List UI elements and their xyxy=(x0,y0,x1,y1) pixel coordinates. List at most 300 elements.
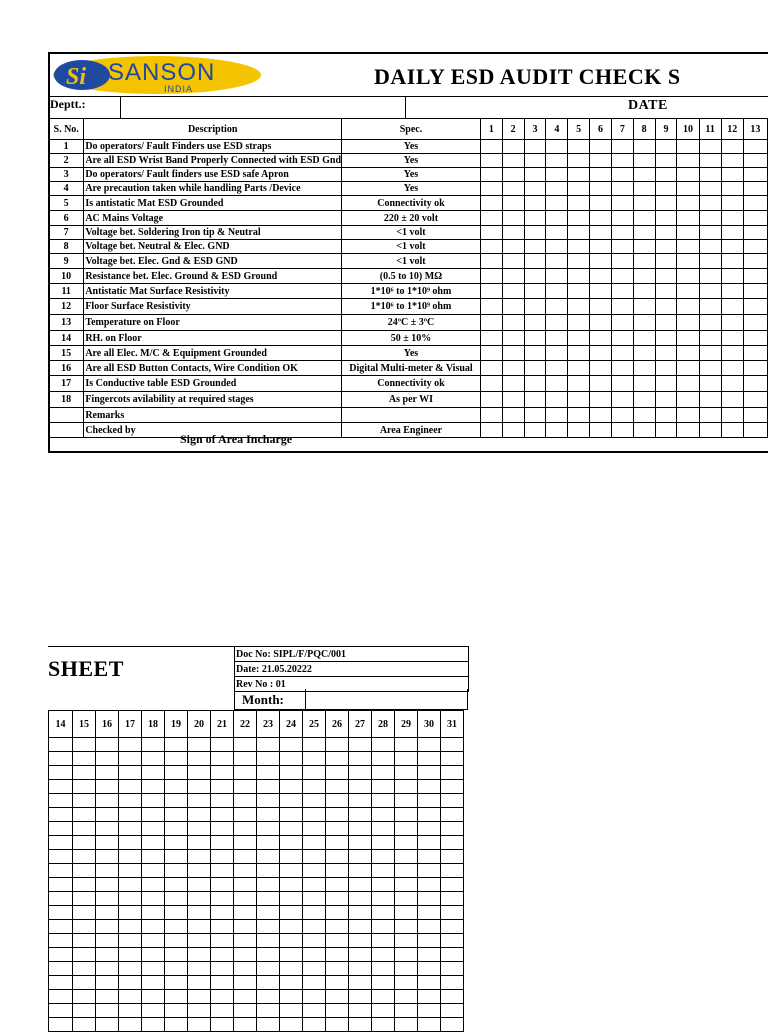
day-cell xyxy=(418,752,441,766)
day-cell xyxy=(502,254,524,269)
day-cell xyxy=(211,850,234,864)
table-row xyxy=(49,361,768,376)
day-cell xyxy=(349,906,372,920)
day-cell xyxy=(568,154,590,168)
line-under-logo xyxy=(48,96,768,97)
day-cell xyxy=(590,392,612,408)
day-header: 3 xyxy=(524,119,546,140)
row-spec: 50 ± 10% xyxy=(342,331,481,346)
day-cell xyxy=(96,1004,119,1018)
day-cell xyxy=(73,934,96,948)
row-spec: Yes xyxy=(342,154,481,168)
day-header: 10 xyxy=(677,119,699,140)
day-cell xyxy=(303,808,326,822)
day-cell xyxy=(188,962,211,976)
day-cell xyxy=(699,392,721,408)
day-header: 28 xyxy=(372,711,395,738)
row-number: 12 xyxy=(49,299,84,315)
day-cell xyxy=(349,878,372,892)
day-cell xyxy=(677,154,699,168)
day-cell xyxy=(280,850,303,864)
day-cell xyxy=(546,346,568,361)
table-row xyxy=(49,284,768,299)
day-cell xyxy=(234,920,257,934)
day-cell xyxy=(546,408,568,423)
day-cell xyxy=(502,154,524,168)
day-cell xyxy=(119,752,142,766)
day-cell xyxy=(119,738,142,752)
blank-cell xyxy=(342,408,481,423)
day-cell xyxy=(142,976,165,990)
day-cell xyxy=(590,315,612,331)
day-cell xyxy=(743,408,767,423)
day-cell xyxy=(188,836,211,850)
day-cell xyxy=(234,850,257,864)
day-cell xyxy=(96,962,119,976)
day-header: 23 xyxy=(257,711,280,738)
day-cell xyxy=(524,376,546,392)
day-cell xyxy=(280,766,303,780)
day-cell xyxy=(568,269,590,284)
day-cell xyxy=(326,990,349,1004)
day-cell xyxy=(372,976,395,990)
day-cell xyxy=(349,962,372,976)
row-description: Temperature on Floor xyxy=(84,315,342,331)
day-cell xyxy=(303,766,326,780)
day-cell xyxy=(480,408,502,423)
day-cell xyxy=(633,315,655,331)
description-header: Description xyxy=(84,119,342,140)
day-cell xyxy=(633,408,655,423)
day-cell xyxy=(655,254,677,269)
day-cell xyxy=(73,878,96,892)
table-row xyxy=(49,196,768,211)
day-cell xyxy=(142,822,165,836)
day-cell xyxy=(568,284,590,299)
day-cell xyxy=(655,211,677,226)
day-cell xyxy=(372,920,395,934)
day-cell xyxy=(165,808,188,822)
day-header: 21 xyxy=(211,711,234,738)
day-cell xyxy=(743,140,767,154)
day-cell xyxy=(524,168,546,182)
day-cell xyxy=(395,738,418,752)
day-cell xyxy=(119,920,142,934)
header-row xyxy=(49,711,464,738)
title-continuation: SHEET xyxy=(48,656,124,681)
day-cell xyxy=(211,808,234,822)
day-cell xyxy=(480,182,502,196)
day-cell xyxy=(303,948,326,962)
day-cell xyxy=(211,1018,234,1032)
row-description: Voltage bet. Neutral & Elec. GND xyxy=(84,240,342,254)
day-cell xyxy=(524,226,546,240)
day-cell xyxy=(372,892,395,906)
day-cell xyxy=(303,1004,326,1018)
day-cell xyxy=(257,836,280,850)
day-cell xyxy=(524,196,546,211)
day-cell xyxy=(257,934,280,948)
day-cell xyxy=(234,948,257,962)
day-cell xyxy=(677,299,699,315)
day-cell xyxy=(165,766,188,780)
day-cell xyxy=(633,269,655,284)
day-cell xyxy=(480,376,502,392)
line-top xyxy=(48,646,235,647)
row-number: 1 xyxy=(49,140,84,154)
table-row xyxy=(49,254,768,269)
row-number: 9 xyxy=(49,254,84,269)
day-cell xyxy=(441,1018,464,1032)
audit-table-bottom xyxy=(48,710,464,1032)
day-cell xyxy=(590,240,612,254)
row-number: 5 xyxy=(49,196,84,211)
row-description: Are precaution taken while handling Parts /Device xyxy=(84,182,342,196)
day-cell xyxy=(49,1018,73,1032)
row-spec: 24ºC ± 3ºC xyxy=(342,315,481,331)
day-cell xyxy=(590,154,612,168)
day-cell xyxy=(633,196,655,211)
day-cell xyxy=(502,408,524,423)
day-cell xyxy=(677,168,699,182)
day-cell xyxy=(96,878,119,892)
row-spec: 1*10⁶ to 1*10⁹ ohm xyxy=(342,284,481,299)
day-cell xyxy=(546,376,568,392)
day-cell xyxy=(633,361,655,376)
day-cell xyxy=(699,254,721,269)
day-cell xyxy=(280,1018,303,1032)
day-cell xyxy=(568,423,590,438)
day-cell xyxy=(211,1004,234,1018)
day-cell xyxy=(721,315,743,331)
day-cell xyxy=(280,864,303,878)
day-cell xyxy=(372,766,395,780)
day-cell xyxy=(73,780,96,794)
day-cell xyxy=(502,392,524,408)
day-cell xyxy=(699,140,721,154)
row-number: 14 xyxy=(49,331,84,346)
day-cell xyxy=(611,331,633,346)
row-spec: 220 ± 20 volt xyxy=(342,211,481,226)
day-cell xyxy=(280,808,303,822)
day-cell xyxy=(655,331,677,346)
day-cell xyxy=(699,211,721,226)
table-row xyxy=(49,752,464,766)
day-cell xyxy=(349,766,372,780)
day-cell xyxy=(326,920,349,934)
day-cell xyxy=(257,766,280,780)
day-cell xyxy=(677,240,699,254)
table-row xyxy=(49,766,464,780)
day-cell xyxy=(257,1004,280,1018)
row-description: Is antistatic Mat ESD Grounded xyxy=(84,196,342,211)
sno-header: S. No. xyxy=(49,119,84,140)
deptt-divider xyxy=(120,97,121,119)
day-cell xyxy=(165,738,188,752)
day-cell xyxy=(257,780,280,794)
day-cell xyxy=(349,1018,372,1032)
day-cell xyxy=(524,392,546,408)
day-cell xyxy=(721,154,743,168)
day-cell xyxy=(655,168,677,182)
day-cell xyxy=(211,794,234,808)
row-number: 6 xyxy=(49,211,84,226)
day-cell xyxy=(211,780,234,794)
day-cell xyxy=(590,182,612,196)
row-spec: Connectivity ok xyxy=(342,196,481,211)
day-cell xyxy=(211,906,234,920)
table-row xyxy=(49,934,464,948)
day-cell xyxy=(743,392,767,408)
day-cell xyxy=(349,934,372,948)
day-cell xyxy=(73,836,96,850)
day-cell xyxy=(303,906,326,920)
day-cell xyxy=(655,376,677,392)
remarks-row xyxy=(49,408,768,423)
day-cell xyxy=(96,794,119,808)
day-header: 4 xyxy=(546,119,568,140)
day-cell xyxy=(480,331,502,346)
day-cell xyxy=(96,920,119,934)
day-cell xyxy=(211,962,234,976)
day-cell xyxy=(743,299,767,315)
day-cell xyxy=(480,168,502,182)
row-spec: <1 volt xyxy=(342,240,481,254)
day-cell xyxy=(372,948,395,962)
table-row xyxy=(49,892,464,906)
day-cell xyxy=(165,850,188,864)
day-cell xyxy=(188,1004,211,1018)
day-cell xyxy=(280,878,303,892)
day-cell xyxy=(721,140,743,154)
day-cell xyxy=(188,990,211,1004)
day-cell xyxy=(188,780,211,794)
day-cell xyxy=(418,794,441,808)
day-cell xyxy=(234,780,257,794)
day-cell xyxy=(721,299,743,315)
day-cell xyxy=(568,196,590,211)
logo-sub: INDIA xyxy=(164,84,194,94)
day-cell xyxy=(524,154,546,168)
spec-header: Spec. xyxy=(342,119,481,140)
day-header: 8 xyxy=(633,119,655,140)
day-cell xyxy=(441,1004,464,1018)
day-cell xyxy=(590,226,612,240)
row-spec: Digital Multi-meter & Visual xyxy=(342,361,481,376)
day-cell xyxy=(743,240,767,254)
day-cell xyxy=(165,836,188,850)
day-cell xyxy=(568,168,590,182)
day-cell xyxy=(524,240,546,254)
day-cell xyxy=(49,752,73,766)
day-cell xyxy=(142,906,165,920)
day-cell xyxy=(546,423,568,438)
day-cell xyxy=(699,331,721,346)
day-cell xyxy=(280,1004,303,1018)
day-cell xyxy=(234,822,257,836)
day-cell xyxy=(502,361,524,376)
day-cell xyxy=(119,962,142,976)
day-cell xyxy=(743,315,767,331)
day-cell xyxy=(743,331,767,346)
day-cell xyxy=(611,196,633,211)
day-cell xyxy=(73,808,96,822)
row-description: Are all ESD Wrist Band Properly Connected with ESD Gnd xyxy=(85,155,342,166)
row-spec: Yes xyxy=(342,140,481,154)
day-cell xyxy=(677,361,699,376)
day-cell xyxy=(119,808,142,822)
day-cell xyxy=(142,962,165,976)
day-cell xyxy=(395,892,418,906)
table-row xyxy=(49,226,768,240)
day-cell xyxy=(349,1004,372,1018)
day-cell xyxy=(188,738,211,752)
day-cell xyxy=(372,850,395,864)
day-cell xyxy=(633,211,655,226)
day-cell xyxy=(721,211,743,226)
day-cell xyxy=(303,990,326,1004)
day-cell xyxy=(611,376,633,392)
day-cell xyxy=(303,864,326,878)
day-cell xyxy=(699,423,721,438)
day-cell xyxy=(633,240,655,254)
day-cell xyxy=(211,934,234,948)
day-cell xyxy=(326,808,349,822)
day-cell xyxy=(721,346,743,361)
day-cell xyxy=(633,299,655,315)
day-cell xyxy=(721,284,743,299)
day-cell xyxy=(677,269,699,284)
day-cell xyxy=(633,346,655,361)
day-header: 11 xyxy=(699,119,721,140)
day-cell xyxy=(165,906,188,920)
day-cell xyxy=(188,948,211,962)
day-cell xyxy=(699,154,721,168)
day-cell xyxy=(418,1004,441,1018)
day-cell xyxy=(677,423,699,438)
day-cell xyxy=(590,168,612,182)
day-cell xyxy=(441,752,464,766)
day-cell xyxy=(96,892,119,906)
day-cell xyxy=(49,892,73,906)
day-cell xyxy=(142,920,165,934)
day-cell xyxy=(280,948,303,962)
day-cell xyxy=(418,878,441,892)
day-cell xyxy=(699,346,721,361)
day-cell xyxy=(119,878,142,892)
day-cell xyxy=(303,878,326,892)
day-cell xyxy=(257,892,280,906)
header-row xyxy=(49,119,768,140)
day-cell xyxy=(188,1018,211,1032)
day-cell xyxy=(655,361,677,376)
day-cell xyxy=(280,934,303,948)
day-cell xyxy=(677,211,699,226)
day-cell xyxy=(372,878,395,892)
day-cell xyxy=(721,423,743,438)
row-description: Resistance bet. Elec. Ground & ESD Ground xyxy=(84,269,342,284)
day-cell xyxy=(142,738,165,752)
day-cell xyxy=(480,211,502,226)
day-cell xyxy=(633,423,655,438)
row-description: AC Mains Voltage xyxy=(84,211,342,226)
day-cell xyxy=(349,892,372,906)
day-cell xyxy=(96,738,119,752)
day-cell xyxy=(211,752,234,766)
day-cell xyxy=(480,154,502,168)
day-cell xyxy=(119,1018,142,1032)
day-cell xyxy=(568,331,590,346)
day-cell xyxy=(119,906,142,920)
day-cell xyxy=(211,864,234,878)
day-cell xyxy=(211,892,234,906)
day-cell xyxy=(234,976,257,990)
doc-rev: Rev No : 01 xyxy=(235,677,469,692)
day-cell xyxy=(49,1004,73,1018)
day-cell xyxy=(73,990,96,1004)
day-cell xyxy=(633,168,655,182)
day-cell xyxy=(743,196,767,211)
table-row xyxy=(49,392,768,408)
day-cell xyxy=(502,269,524,284)
day-cell xyxy=(234,808,257,822)
day-cell xyxy=(211,948,234,962)
day-cell xyxy=(73,976,96,990)
day-cell xyxy=(326,976,349,990)
day-cell xyxy=(119,836,142,850)
day-cell xyxy=(546,361,568,376)
day-cell xyxy=(611,284,633,299)
day-cell xyxy=(280,780,303,794)
day-cell xyxy=(165,822,188,836)
day-cell xyxy=(96,836,119,850)
day-header: 29 xyxy=(395,711,418,738)
doc-info-box xyxy=(234,646,469,692)
day-cell xyxy=(590,361,612,376)
day-cell xyxy=(142,892,165,906)
day-cell xyxy=(372,794,395,808)
day-cell xyxy=(303,892,326,906)
day-cell xyxy=(655,196,677,211)
row-number: 10 xyxy=(49,269,84,284)
day-cell xyxy=(590,346,612,361)
day-cell xyxy=(699,240,721,254)
day-cell xyxy=(699,315,721,331)
day-cell xyxy=(546,168,568,182)
day-cell xyxy=(96,948,119,962)
day-cell xyxy=(119,794,142,808)
day-cell xyxy=(480,226,502,240)
day-cell xyxy=(234,878,257,892)
day-cell xyxy=(611,299,633,315)
day-cell xyxy=(524,423,546,438)
day-cell xyxy=(655,346,677,361)
day-cell xyxy=(49,920,73,934)
day-cell xyxy=(524,315,546,331)
day-cell xyxy=(49,878,73,892)
day-cell xyxy=(743,211,767,226)
day-cell xyxy=(611,168,633,182)
day-cell xyxy=(480,240,502,254)
day-cell xyxy=(611,269,633,284)
table-row xyxy=(49,269,768,284)
day-cell xyxy=(524,346,546,361)
day-cell xyxy=(73,752,96,766)
day-header: 12 xyxy=(721,119,743,140)
day-cell xyxy=(165,752,188,766)
table-row xyxy=(49,331,768,346)
day-cell xyxy=(303,794,326,808)
